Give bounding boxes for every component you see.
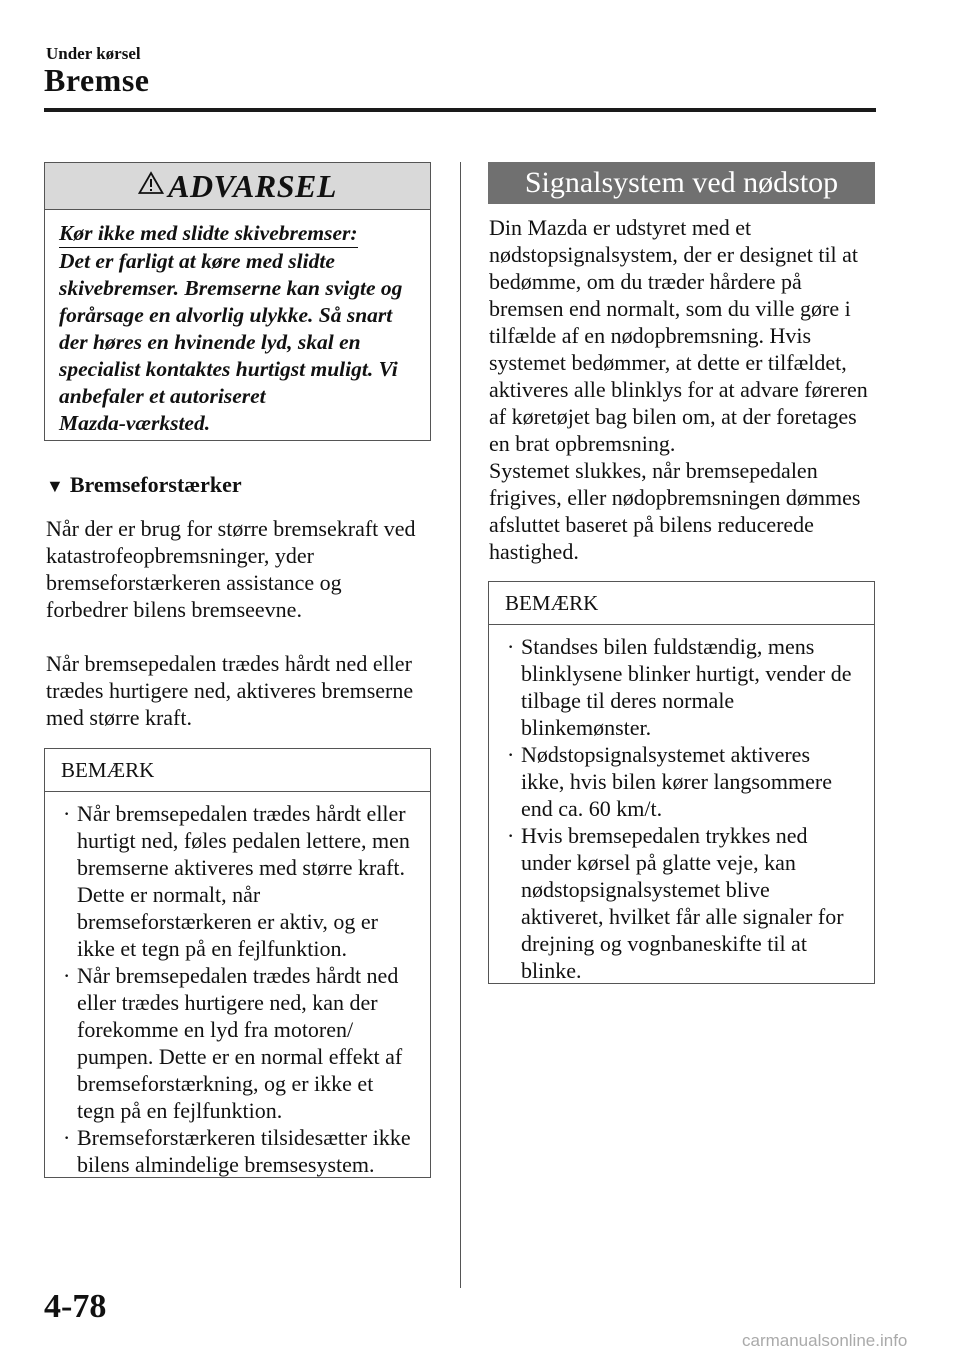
note-list (45, 792, 430, 1178)
signal-paragraph (489, 214, 879, 565)
note-item (503, 633, 864, 741)
text-line: bremseforstærkning, og er ikke et (77, 1071, 374, 1096)
booster-heading (46, 472, 242, 498)
booster-paragraph-2 (46, 650, 436, 731)
header-rule (44, 108, 876, 112)
text-line: Din Mazda er udstyret med et (489, 215, 752, 240)
text-line: forekomme en lyd fra motoren/ (77, 1017, 354, 1042)
text-line: afsluttet baseret på bilens reducerede (489, 512, 814, 537)
text-line: hurtigt ned, føles pedalen lettere, men (77, 828, 410, 853)
note-title: BEMÆRK (489, 582, 874, 625)
text-line: aktiveret, hvilket får alle signaler for (521, 904, 844, 929)
warning-line: skivebremser. Bremserne kan svigte og (59, 276, 403, 300)
bullet-icon: · (63, 963, 71, 988)
text-line: bremsen end normalt, som du ville gøre i (489, 296, 851, 321)
watermark: carmanualsonline.info (742, 1331, 908, 1350)
text-line: ikke et tegn på en fejlfunktion. (77, 936, 348, 961)
text-line: hastighed. (489, 539, 579, 564)
text-line: drejning og vognbaneskifte til at (521, 931, 807, 956)
text-line: bremseforstærkeren er aktiv, og er (77, 909, 378, 934)
note-item (59, 1124, 420, 1178)
text-line: med større kraft. (46, 705, 192, 730)
warning-line: anbefaler et autoriseret (59, 384, 266, 408)
text-line: Når bremsepedalen trædes hårdt eller (77, 801, 406, 826)
note-title: BEMÆRK (45, 749, 430, 792)
note-item (59, 800, 420, 962)
text-line: bilens almindelige bremsesystem. (77, 1152, 375, 1177)
text-line: Når bremsepedalen trædes hårdt ned (77, 963, 399, 988)
note-box-booster (44, 748, 431, 1178)
note-box-signal (488, 581, 875, 984)
text-line: Systemet slukkes, når bremsepedalen (489, 458, 818, 483)
bullet-icon: · (63, 801, 71, 826)
signal-section-banner: Signalsystem ved nødstop (488, 162, 875, 204)
warning-header (45, 163, 430, 210)
text-line: eller trædes hurtigere ned, kan der (77, 990, 378, 1015)
warning-box (44, 162, 431, 441)
text-line: blinklysene blinker hurtigt, vender de (521, 661, 852, 686)
text-line: nødstopsignalsystem, der er designet til at (489, 242, 859, 267)
warning-title: ADVARSEL (168, 167, 337, 204)
note-item (503, 822, 864, 984)
warning-body (45, 210, 430, 437)
warning-line: specialist kontaktes hurtigst muligt. Vi (59, 357, 398, 381)
text-line: frigives, eller nødopbremsningen dømmes (489, 485, 861, 510)
warning-line: Det er farligt at køre med slidte (59, 249, 335, 273)
booster-heading-text: Bremseforstærker (69, 472, 242, 497)
text-line: bremserne aktiveres med større kraft. (77, 855, 406, 880)
text-line: forbedrer bilens bremseevne. (46, 597, 302, 622)
text-line: blinke. (521, 958, 582, 983)
text-line: tegn på en fejlfunktion. (77, 1098, 283, 1123)
section-label: Under kørsel (46, 44, 141, 63)
warning-line: Mazda-værksted. (59, 411, 211, 435)
text-line: tilbage til deres normale (521, 688, 735, 713)
page-title: Bremse (44, 62, 150, 98)
text-line: nødstopsignalsystemet blive (521, 877, 770, 902)
note-item (503, 741, 864, 822)
text-line: aktiveres alle blinklys for at advare føreren (489, 377, 868, 402)
text-line: Dette er normalt, når (77, 882, 261, 907)
warning-line: der høres en hvinende lyd, skal en (59, 330, 361, 354)
bullet-icon: · (507, 742, 515, 767)
text-line: blinkemønster. (521, 715, 652, 740)
bullet-icon: · (63, 1125, 71, 1150)
bullet-icon: · (507, 823, 515, 848)
bullet-icon: · (507, 634, 515, 659)
text-line: bremseforstærkeren assistance og (46, 570, 342, 595)
text-line: Standses bilen fuldstændig, mens (521, 634, 815, 659)
text-line: under kørsel på glatte veje, kan (521, 850, 796, 875)
text-line: end ca. 60 km/t. (521, 796, 663, 821)
text-line: Når der er brug for større bremsekraft ved (46, 516, 416, 541)
text-line: en brat opbremsning. (489, 431, 676, 456)
note-item (59, 962, 420, 1124)
warning-subtitle: Kør ikke med slidte skivebremser: (59, 220, 358, 248)
text-line: tilfælde af en nødopbremsning. Hvis (489, 323, 812, 348)
text-line: Nødstopsignalsystemet aktiveres (521, 742, 811, 767)
text-line: bedømme, om du træder hårdere på (489, 269, 802, 294)
text-line: pumpen. Dette er en normal effekt af (77, 1044, 403, 1069)
booster-paragraph-1 (46, 515, 436, 623)
triangle-down-icon: ▼ (46, 476, 64, 496)
text-line: Når bremsepedalen trædes hårdt ned eller (46, 651, 412, 676)
text-line: ikke, hvis bilen kører langsommere (521, 769, 832, 794)
text-line: Bremseforstærkeren tilsidesætter ikke (77, 1125, 411, 1150)
note-list (489, 625, 874, 984)
column-divider (460, 162, 461, 1288)
text-line: Hvis bremsepedalen trykkes ned (521, 823, 808, 848)
text-line: trædes hurtigere ned, aktiveres bremserne (46, 678, 414, 703)
text-line: katastrofeopbremsninger, yder (46, 543, 314, 568)
text-line: af køretøjet bag bilen om, at der foretages (489, 404, 857, 429)
text-line: systemet bedømmer, at dette er tilfældet, (489, 350, 847, 375)
page-number: 4-78 (44, 1288, 107, 1325)
warning-line: forårsage en alvorlig ulykke. Så snart (59, 303, 393, 327)
warning-triangle-icon (138, 171, 164, 195)
